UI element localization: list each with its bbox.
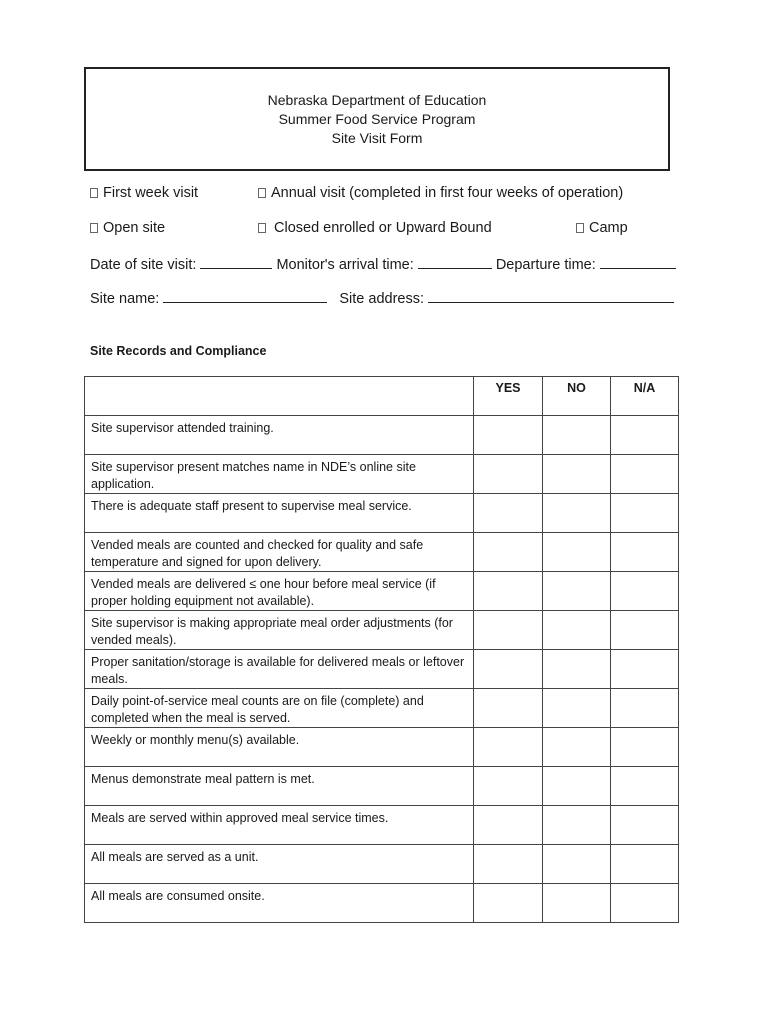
header-na: N/A (611, 377, 679, 416)
closed-enrolled-checkbox[interactable] (258, 223, 266, 233)
form-title-box (84, 67, 670, 171)
na-cell[interactable] (611, 572, 679, 611)
na-cell[interactable] (611, 455, 679, 494)
yes-cell[interactable] (474, 494, 543, 533)
yes-cell[interactable] (474, 689, 543, 728)
open-site-label: Open site (103, 220, 166, 236)
table-header-row (85, 377, 679, 416)
no-cell[interactable] (543, 416, 611, 455)
no-cell[interactable] (543, 689, 611, 728)
table-row (85, 845, 679, 884)
na-cell[interactable] (611, 494, 679, 533)
na-cell[interactable] (611, 845, 679, 884)
open-site-checkbox[interactable] (90, 223, 98, 233)
na-cell[interactable] (611, 806, 679, 845)
table-row (85, 728, 679, 767)
yes-cell[interactable] (474, 455, 543, 494)
visit-times-row (90, 256, 676, 273)
table-row (85, 572, 679, 611)
arrival-time-field[interactable] (418, 256, 492, 269)
camp-option[interactable] (576, 220, 628, 236)
header-no: NO (543, 377, 611, 416)
closed-enrolled-label: Closed enrolled or Upward Bound (274, 220, 492, 236)
first-week-visit-label: First week visit (103, 185, 199, 201)
item-text: Proper sanitation/storage is available for delivered meals or leftover meals. (85, 650, 474, 689)
item-text: All meals are served as a unit. (85, 845, 474, 884)
date-of-visit-label: Date of site visit: (90, 257, 197, 273)
item-text: Menus demonstrate meal pattern is met. (85, 767, 474, 806)
yes-cell[interactable] (474, 845, 543, 884)
section-title: Site Records and Compliance (90, 344, 267, 358)
departure-time-label: Departure time: (495, 257, 596, 273)
na-cell[interactable] (611, 650, 679, 689)
site-name-field[interactable] (163, 290, 327, 303)
no-cell[interactable] (543, 533, 611, 572)
arrival-time-label: Monitor's arrival time: (276, 257, 414, 273)
table-row (85, 416, 679, 455)
no-cell[interactable] (543, 728, 611, 767)
table-row (85, 455, 679, 494)
table-row (85, 689, 679, 728)
yes-cell[interactable] (474, 767, 543, 806)
yes-cell[interactable] (474, 806, 543, 845)
table-row (85, 494, 679, 533)
item-text: Vended meals are delivered ≤ one hour before meal service (if proper holding equipment not available). (85, 572, 474, 611)
table-row (85, 611, 679, 650)
no-cell[interactable] (543, 572, 611, 611)
closed-enrolled-option[interactable] (258, 220, 492, 236)
yes-cell[interactable] (474, 884, 543, 923)
item-text: Vended meals are counted and checked for quality and safe temperature and signed for upon delivery. (85, 533, 474, 572)
na-cell[interactable] (611, 884, 679, 923)
table-row (85, 533, 679, 572)
item-text: Site supervisor is making appropriate meal order adjustments (for vended meals). (85, 611, 474, 650)
yes-cell[interactable] (474, 728, 543, 767)
yes-cell[interactable] (474, 416, 543, 455)
no-cell[interactable] (543, 650, 611, 689)
annual-visit-checkbox[interactable] (258, 188, 266, 198)
item-text: There is adequate staff present to supervise meal service. (85, 494, 474, 533)
table-row (85, 806, 679, 845)
no-cell[interactable] (543, 494, 611, 533)
departure-time-field[interactable] (600, 256, 676, 269)
site-name-label: Site name: (90, 291, 160, 307)
header-yes: YES (474, 377, 543, 416)
item-text: Site supervisor attended training. (85, 416, 474, 455)
first-week-visit-option[interactable] (90, 185, 198, 201)
item-text: Meals are served within approved meal service times. (85, 806, 474, 845)
na-cell[interactable] (611, 533, 679, 572)
yes-cell[interactable] (474, 611, 543, 650)
no-cell[interactable] (543, 455, 611, 494)
table-row (85, 884, 679, 923)
annual-visit-option[interactable] (258, 185, 623, 201)
no-cell[interactable] (543, 845, 611, 884)
item-text: Site supervisor present matches name in NDE’s online site application. (85, 455, 474, 494)
table-row (85, 767, 679, 806)
item-text: Weekly or monthly menu(s) available. (85, 728, 474, 767)
program-name: Summer Food Service Program (278, 110, 476, 127)
camp-checkbox[interactable] (576, 223, 584, 233)
table-row (85, 650, 679, 689)
agency-name: Nebraska Department of Education (267, 91, 487, 108)
na-cell[interactable] (611, 767, 679, 806)
yes-cell[interactable] (474, 572, 543, 611)
site-address-field[interactable] (428, 290, 674, 303)
yes-cell[interactable] (474, 650, 543, 689)
first-week-visit-checkbox[interactable] (90, 188, 98, 198)
compliance-table (84, 376, 679, 923)
na-cell[interactable] (611, 611, 679, 650)
header-item (85, 377, 474, 416)
no-cell[interactable] (543, 611, 611, 650)
item-text: All meals are consumed onsite. (85, 884, 474, 923)
site-info-row (90, 290, 674, 307)
form-name: Site Visit Form (331, 129, 423, 146)
no-cell[interactable] (543, 767, 611, 806)
na-cell[interactable] (611, 416, 679, 455)
yes-cell[interactable] (474, 533, 543, 572)
camp-label: Camp (589, 220, 628, 236)
na-cell[interactable] (611, 728, 679, 767)
open-site-option[interactable] (90, 220, 165, 236)
site-address-label: Site address: (339, 291, 425, 307)
item-text: Daily point-of-service meal counts are on file (complete) and completed when the meal is served. (85, 689, 474, 728)
no-cell[interactable] (543, 884, 611, 923)
na-cell[interactable] (611, 689, 679, 728)
annual-visit-label: Annual visit (completed in first four weeks of operation) (271, 185, 624, 201)
no-cell[interactable] (543, 806, 611, 845)
date-of-visit-field[interactable] (200, 256, 272, 269)
